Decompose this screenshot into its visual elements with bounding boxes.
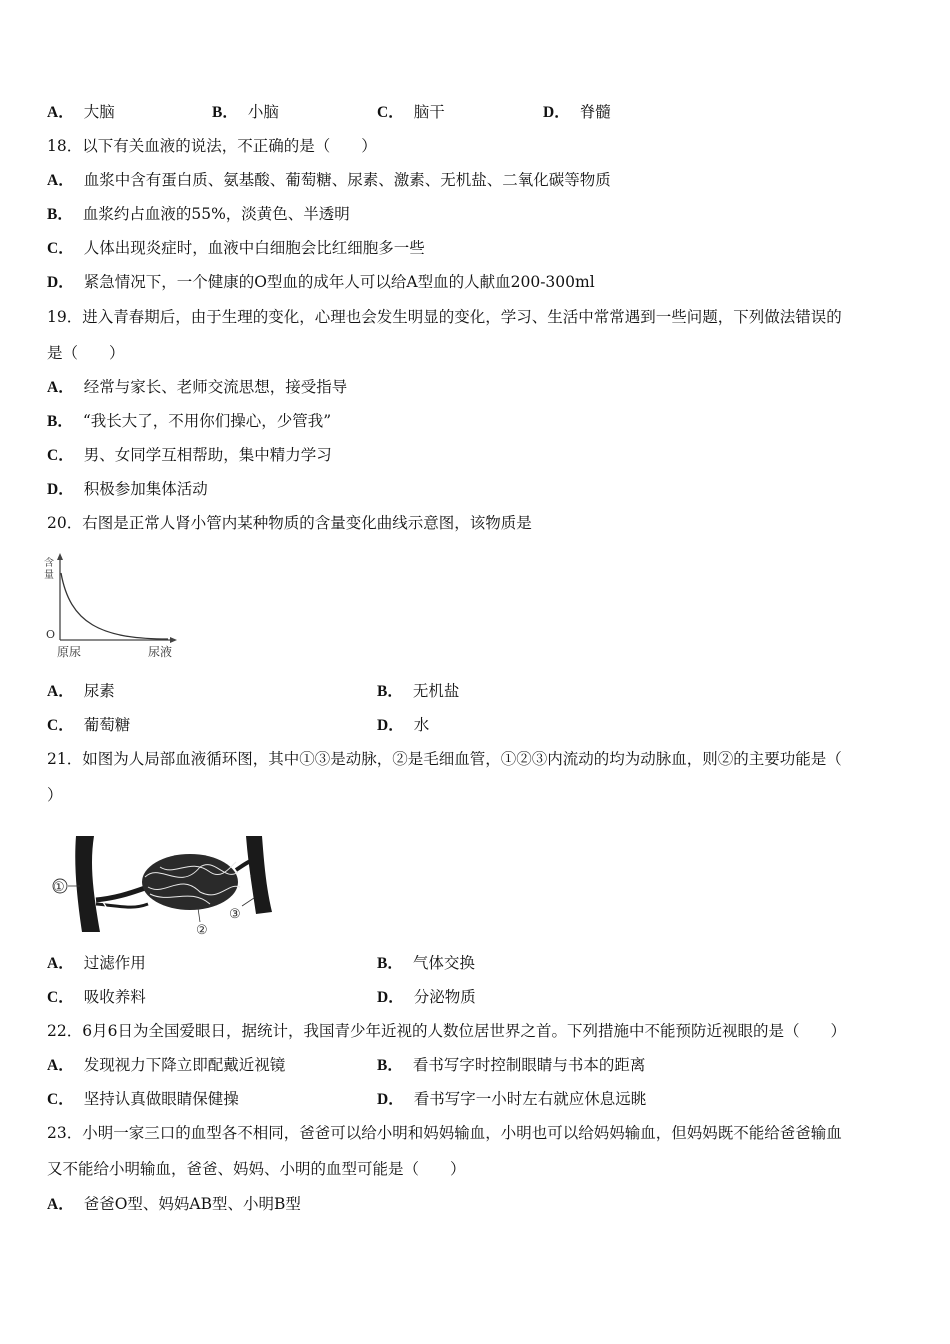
- q20-stem: 20．右图是正常人肾小管内某种物质的含量变化曲线示意图，该物质是: [47, 514, 532, 532]
- q18-option-c: C． 人体出现炎症时，血液中白细胞会比红细胞多一些: [47, 239, 425, 257]
- q20-option-c: C． 葡萄糖: [47, 716, 131, 734]
- q18-option-d: D． 紧急情况下，一个健康的O型血的成年人可以给A型血的人献血200-300ml: [47, 273, 595, 291]
- q21-stem-line1: 21．如图为人局部血液循环图，其中①③是动脉，②是毛细血管，①②③内流动的均为动脉血，则②的主要功能是（: [47, 750, 842, 768]
- q23-option-a: A． 爸爸O型、妈妈AB型、小明B型: [47, 1195, 301, 1213]
- q21-stem-line2: ）: [47, 786, 63, 804]
- q20-option-b: B． 无机盐: [377, 682, 460, 700]
- q22-option-a: A． 发现视力下降立即配戴近视镜: [47, 1056, 286, 1074]
- q21-label3-pointer: [242, 898, 254, 906]
- q21-option-c: C． 吸收养料: [47, 988, 146, 1006]
- q20-content-curve-figure: [40, 553, 185, 661]
- q17-option-d: D． 脊髓: [543, 103, 611, 121]
- q19-option-a: A． 经常与家长、老师交流思想，接受指导: [47, 378, 348, 396]
- q19-stem-line2: 是（ ）: [47, 344, 125, 362]
- q21-option-b: B． 气体交换: [377, 954, 475, 972]
- q21-blood-circulation-figure: [50, 832, 275, 940]
- q19-stem-line1: 19．进入青春期后，由于生理的变化，心理也会发生明显的变化，学习、生活中常常遇到一些问题，下列做法错误的: [47, 308, 842, 326]
- q21-capillary-network: [142, 854, 238, 910]
- q17-option-a: A． 大脑: [47, 103, 115, 121]
- q21-label3: ③: [229, 907, 241, 922]
- q19-option-b: B． “我长大了，不用你们操心，少管我”: [47, 412, 332, 430]
- q20-origin-label: O: [46, 628, 56, 641]
- q19-option-d: D． 积极参加集体活动: [47, 480, 208, 498]
- q21-label2: ②: [196, 923, 208, 938]
- q20-decay-curve: [61, 573, 168, 639]
- q20-x-start-label: 原尿: [57, 645, 82, 659]
- q20-option-d: D． 水: [377, 716, 430, 734]
- q21-label1: ①: [53, 880, 65, 895]
- q21-option-d: D． 分泌物质: [377, 988, 476, 1006]
- q21-branch-left: [96, 888, 145, 900]
- q19-option-c: C． 男、女同学互相帮助，集中精力学习: [47, 446, 332, 464]
- q20-y-axis-arrow: [57, 553, 63, 560]
- q21-option-a: A． 过滤作用: [47, 954, 146, 972]
- q23-stem-line2: 又不能给小明输血，爸爸、妈妈、小明的血型可能是（ ）: [47, 1160, 466, 1178]
- q22-stem: 22．6月6日为全国爱眼日，据统计，我国青少年近视的人数位居世界之首。下列措施中不能预防近视眼的是（ ）: [47, 1022, 846, 1040]
- q20-y-axis-label-2: 量: [44, 570, 54, 581]
- q20-x-end-label: 尿液: [148, 645, 173, 659]
- q21-flow-arrow-2: [244, 868, 250, 876]
- q22-option-b: B． 看书写字时控制眼睛与书本的距离: [377, 1056, 646, 1074]
- q22-option-c: C． 坚持认真做眼睛保健操: [47, 1090, 239, 1108]
- q21-label2-pointer: [198, 908, 200, 922]
- q21-branch-left-2: [96, 904, 148, 907]
- q17-option-b: B． 小脑: [212, 103, 279, 121]
- q23-stem-line1: 23．小明一家三口的血型各不相同，爸爸可以给小明和妈妈输血，小明也可以给妈妈输血，但妈妈既不能给爸爸输血: [47, 1124, 842, 1142]
- q18-option-a: A． 血浆中含有蛋白质、氨基酸、葡萄糖、尿素、激素、无机盐、二氧化碳等物质: [47, 171, 611, 189]
- q18-option-b: B． 血浆约占血液的55%，淡黄色、半透明: [47, 205, 350, 223]
- q20-option-a: A． 尿素: [47, 682, 115, 700]
- q21-artery-left: [75, 836, 100, 932]
- q17-option-c: C． 脑干: [377, 103, 445, 121]
- q20-x-axis-arrow: [170, 637, 177, 643]
- q18-stem: 18．以下有关血液的说法，不正确的是（ ）: [47, 137, 377, 155]
- q20-y-axis-label-1: 含: [44, 558, 54, 569]
- q22-option-d: D． 看书写字一小时左右就应休息远眺: [377, 1090, 647, 1108]
